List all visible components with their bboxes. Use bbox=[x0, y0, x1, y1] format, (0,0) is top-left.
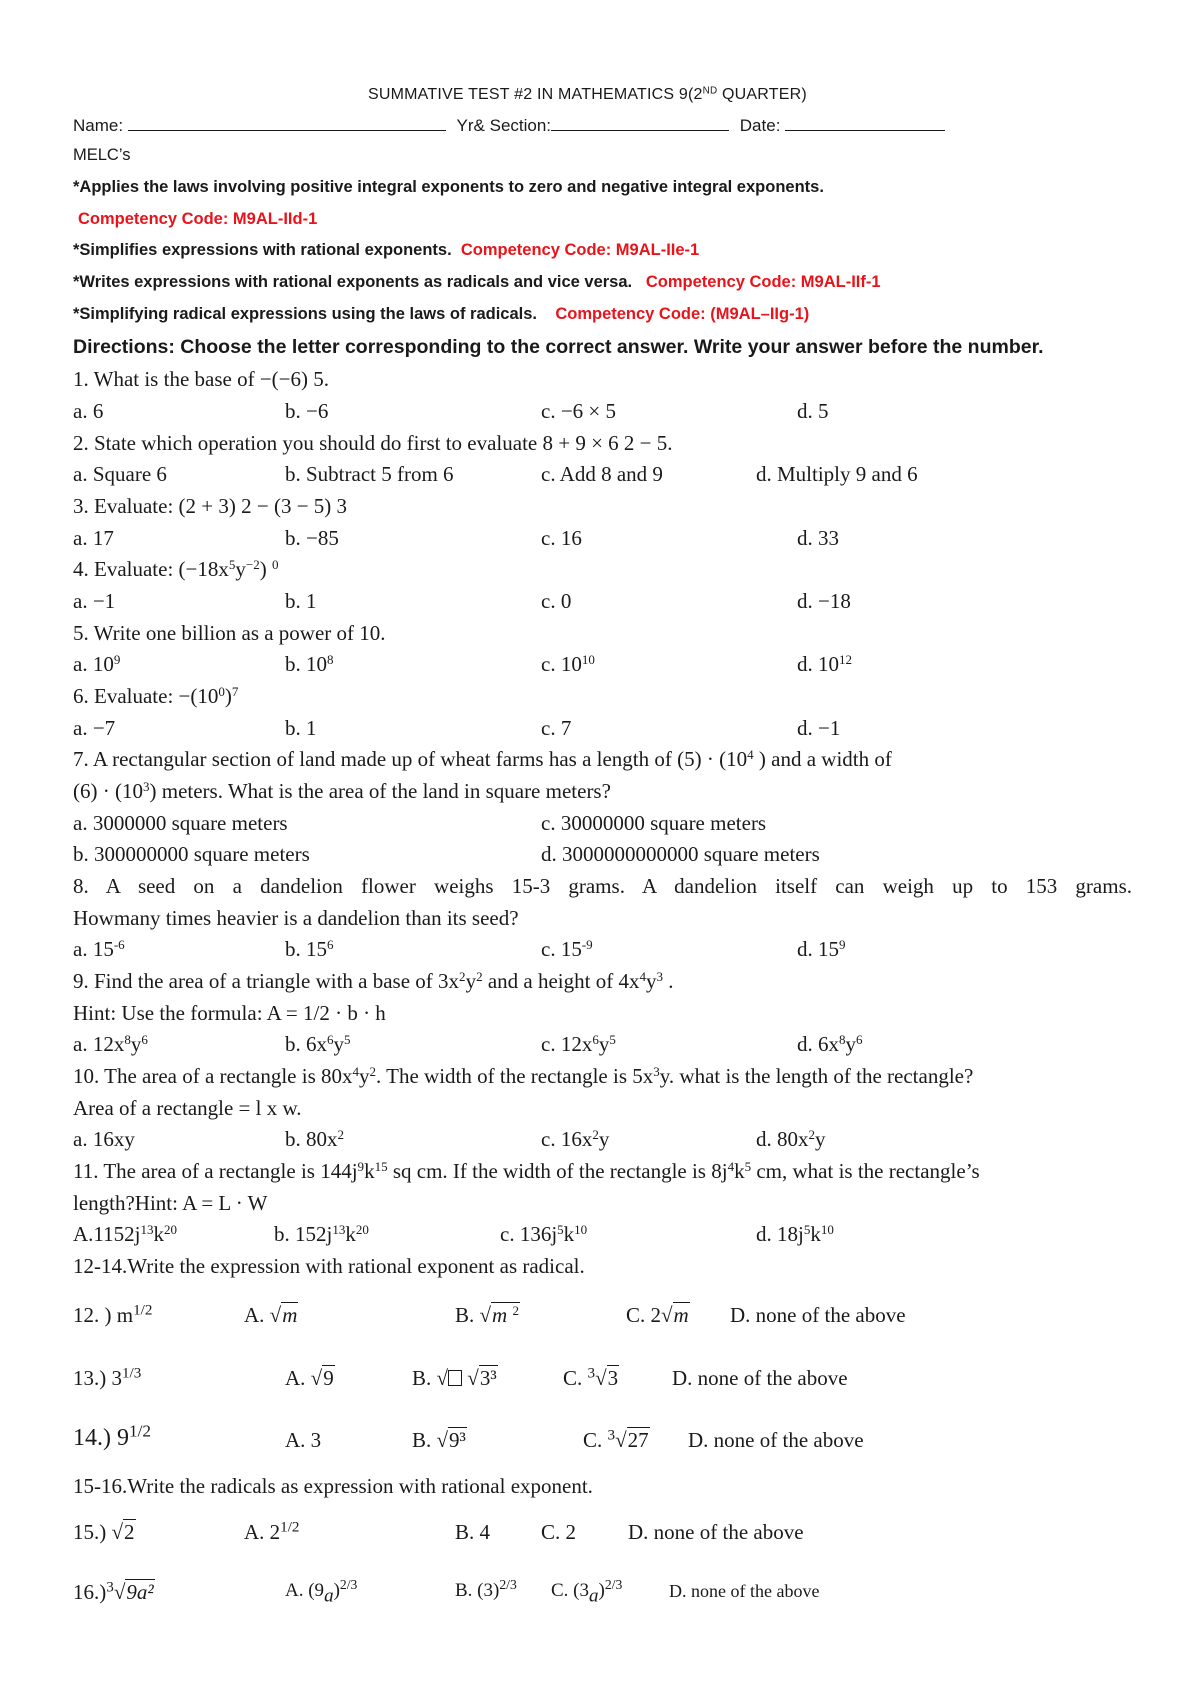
term: a. 12x bbox=[73, 1032, 125, 1056]
date-field[interactable] bbox=[785, 116, 945, 131]
title-text-end: QUARTER) bbox=[717, 86, 807, 103]
exponent: 5 bbox=[803, 1221, 811, 1237]
melc-heading: MELC’s bbox=[73, 146, 131, 164]
stem-text: ) and a width of bbox=[753, 747, 892, 771]
term: b. 80x bbox=[285, 1127, 338, 1151]
radicand: 3 bbox=[607, 1366, 619, 1390]
question-3-option-c[interactable]: c. 16 bbox=[541, 526, 582, 550]
radical-sign-icon: √ bbox=[436, 1428, 449, 1452]
base: 10 bbox=[306, 652, 327, 676]
variable: k bbox=[153, 1222, 164, 1246]
option-letter: B. bbox=[455, 1303, 475, 1327]
question-11-option-d[interactable] bbox=[756, 1222, 834, 1247]
question-3-option-d[interactable]: d. 33 bbox=[797, 526, 839, 550]
question-3-option-b[interactable]: b. −85 bbox=[285, 526, 339, 550]
exponent: 3 bbox=[656, 968, 663, 984]
question-4-stem bbox=[73, 557, 279, 582]
exponent: 2 bbox=[592, 1126, 599, 1142]
question-14-option-c[interactable] bbox=[583, 1428, 650, 1453]
exponent: 4 bbox=[639, 968, 646, 984]
term: b. 6x bbox=[285, 1032, 327, 1056]
exponent: -6 bbox=[113, 936, 125, 952]
base: 10 bbox=[92, 652, 114, 676]
variable: k bbox=[563, 1222, 575, 1246]
melc-code-2: Competency Code: M9AL-IIe-1 bbox=[460, 241, 700, 259]
question-10-formula: Area of a rectangle = l x w. bbox=[73, 1096, 302, 1120]
option-letter: A. bbox=[244, 1303, 265, 1327]
question-5-option-b[interactable] bbox=[285, 652, 334, 677]
stem-text: (6) · (10 bbox=[73, 779, 143, 803]
base: 10 bbox=[560, 652, 582, 676]
question-8-option-d[interactable] bbox=[797, 937, 846, 962]
title-text: SUMMATIVE TEST #2 IN MATHEMATICS 9(2 bbox=[368, 86, 703, 103]
melc-code-1: Competency Code: M9AL-IId-1 bbox=[78, 210, 318, 228]
variable: y bbox=[645, 969, 657, 993]
variable: k bbox=[345, 1222, 356, 1246]
question-10-option-d[interactable] bbox=[756, 1127, 826, 1152]
question-11-stem bbox=[73, 1159, 980, 1184]
item-number: 12. ) m bbox=[73, 1303, 134, 1327]
term: d. 80x bbox=[756, 1127, 809, 1151]
rational-exponent: 2/3 bbox=[604, 1577, 623, 1593]
variable: y bbox=[598, 1032, 610, 1056]
question-8-stem-line-2: Howmany times heavier is a dandelion than its seed? bbox=[73, 906, 519, 930]
directions: Directions: Choose the letter corresponding to the correct answer. Write your answer before the number. bbox=[73, 336, 1044, 358]
name-label: Name: bbox=[73, 116, 124, 135]
exponent: 6 bbox=[327, 936, 334, 952]
exponent: 8 bbox=[124, 1031, 131, 1047]
term: c. 16x bbox=[541, 1127, 593, 1151]
question-8-option-b[interactable] bbox=[285, 937, 334, 962]
exponent: 6 bbox=[327, 1031, 334, 1047]
variable: k bbox=[810, 1222, 821, 1246]
exponent: 6 bbox=[592, 1031, 599, 1047]
stem-text: y. what is the length of the rectangle? bbox=[659, 1064, 974, 1088]
stem-text: 10. The area of a rectangle is 80x bbox=[73, 1064, 353, 1088]
variable: y bbox=[130, 1032, 142, 1056]
exponent: 10 bbox=[820, 1221, 834, 1237]
question-10-option-c[interactable] bbox=[541, 1127, 609, 1152]
instruction-15-16: 15-16.Write the radicals as expression with rational exponent. bbox=[73, 1474, 593, 1498]
exponent: 2 bbox=[808, 1126, 816, 1142]
variable: y bbox=[845, 1032, 857, 1056]
radical-sign-icon: √ bbox=[269, 1303, 282, 1327]
base: 10 bbox=[818, 652, 839, 676]
option-letter: d. bbox=[797, 652, 818, 676]
stem-text: 7. A rectangular section of land made up of wheat farms has a length of (5) · (10 bbox=[73, 747, 748, 771]
base: 15 bbox=[560, 937, 582, 961]
variable: k bbox=[734, 1159, 745, 1183]
question-9-stem bbox=[73, 969, 673, 994]
exponent: 2 bbox=[476, 968, 483, 984]
question-1-option-b[interactable]: b. −6 bbox=[285, 399, 329, 423]
root-index: 3 bbox=[587, 1365, 596, 1382]
question-2-option-b[interactable]: b. Subtract 5 from 6 bbox=[285, 462, 454, 486]
variable: k bbox=[364, 1159, 375, 1183]
question-15-option-d[interactable]: D. none of the above bbox=[628, 1520, 804, 1544]
question-1-stem: 1. What is the base of −(−6) 5. bbox=[73, 367, 329, 391]
question-6-option-b[interactable]: b. 1 bbox=[285, 716, 317, 740]
term: d. 6x bbox=[797, 1032, 839, 1056]
question-2-option-a[interactable]: a. Square 6 bbox=[73, 462, 167, 486]
exponent: 9 bbox=[113, 651, 121, 667]
exponent: 0 bbox=[218, 683, 225, 699]
melc-item-2-text: *Simplifies expressions with rational exponents. bbox=[73, 241, 452, 259]
question-14-option-b[interactable] bbox=[412, 1428, 467, 1453]
variable: m bbox=[492, 1303, 508, 1327]
exponent: 10 bbox=[581, 651, 595, 667]
section-field[interactable] bbox=[551, 116, 729, 131]
base: 15 bbox=[306, 937, 327, 961]
exponent: 4 bbox=[352, 1063, 360, 1079]
melc-item-4-text: *Simplifying radical expressions using the laws of radicals. bbox=[73, 305, 537, 323]
option-letter: B. bbox=[412, 1366, 432, 1390]
question-4-option-c[interactable]: c. 0 bbox=[541, 589, 572, 613]
exponent: 13 bbox=[332, 1221, 346, 1237]
paren: ) bbox=[259, 557, 273, 581]
radical-sign-icon: √ bbox=[661, 1303, 673, 1327]
placeholder-box-icon bbox=[448, 1370, 462, 1386]
variable: y bbox=[333, 1032, 345, 1056]
question-16-option-c[interactable] bbox=[551, 1577, 623, 1608]
radicand: 3³ bbox=[479, 1366, 497, 1390]
question-2-option-d[interactable]: d. Multiply 9 and 6 bbox=[756, 462, 918, 486]
radical-sign-icon: √ bbox=[310, 1366, 323, 1390]
variable: a bbox=[324, 1585, 334, 1607]
rational-exponent: 1/3 bbox=[122, 1365, 142, 1382]
radical-sign-icon: √ bbox=[595, 1366, 607, 1390]
question-5-option-a[interactable] bbox=[73, 652, 120, 677]
option-letter: c. bbox=[541, 937, 561, 961]
option-text: B. (3) bbox=[455, 1580, 500, 1601]
question-7-option-c[interactable]: c. 30000000 square meters bbox=[541, 811, 767, 835]
question-14-option-d[interactable]: D. none of the above bbox=[688, 1428, 864, 1452]
question-5-stem: 5. Write one billion as a power of 10. bbox=[73, 621, 386, 645]
radical-sign-icon: √ bbox=[615, 1428, 627, 1452]
option-text: C. (3 bbox=[551, 1580, 589, 1601]
stem-text: cm, what is the rectangle’s bbox=[751, 1159, 980, 1183]
exponent: 8 bbox=[327, 651, 334, 667]
exponent: -9 bbox=[581, 936, 593, 952]
radical-sign-icon: √ bbox=[113, 1580, 126, 1604]
exponent: 13 bbox=[140, 1221, 154, 1237]
question-4-option-d[interactable]: d. −18 bbox=[797, 589, 851, 613]
question-10-option-a[interactable]: a. 16xy bbox=[73, 1127, 135, 1151]
question-4-option-a[interactable]: a. −1 bbox=[73, 589, 116, 613]
stem-text: sq cm. If the width of the rectangle is 8j bbox=[387, 1159, 728, 1183]
item-number: 16.) bbox=[73, 1580, 107, 1604]
stem-text: ) meters. What is the area of the land in square meters? bbox=[149, 779, 611, 803]
root-index: 3 bbox=[607, 1427, 616, 1444]
exponent: 10 bbox=[574, 1221, 588, 1237]
question-16-option-a[interactable] bbox=[285, 1577, 358, 1608]
question-7-stem-line-1 bbox=[73, 747, 892, 772]
stem-text: . The width of the rectangle is 5x bbox=[376, 1064, 654, 1088]
exponent: 12 bbox=[839, 651, 853, 667]
question-7-stem-line-2 bbox=[73, 779, 611, 804]
paren: ) bbox=[224, 684, 232, 708]
question-6-stem-text: 6. Evaluate: −(10 bbox=[73, 684, 219, 708]
question-4-option-b[interactable]: b. 1 bbox=[285, 589, 317, 613]
term: A.1152j bbox=[73, 1222, 141, 1246]
radical-sign-icon: √ bbox=[467, 1366, 479, 1390]
question-13-option-c[interactable] bbox=[563, 1366, 619, 1391]
question-7-option-b[interactable]: b. 300000000 square meters bbox=[73, 842, 310, 866]
variable: y bbox=[359, 1064, 370, 1088]
rational-exponent: 1/2 bbox=[129, 1421, 152, 1441]
option-text: A. 2 bbox=[244, 1520, 281, 1544]
exponent: 20 bbox=[355, 1221, 369, 1237]
option-letter: C. bbox=[563, 1366, 583, 1390]
exponent: 3 bbox=[142, 778, 150, 794]
option-letter: a. bbox=[73, 937, 93, 961]
question-3-stem: 3. Evaluate: (2 + 3) 2 − (3 − 5) 3 bbox=[73, 494, 348, 518]
radicand: 9 bbox=[323, 1366, 334, 1390]
exponent: 5 bbox=[228, 556, 236, 572]
question-9-option-a[interactable] bbox=[73, 1032, 148, 1057]
question-12-item bbox=[73, 1303, 152, 1328]
paren: ) bbox=[333, 1580, 340, 1601]
melc-item-3-text: *Writes expressions with rational exponents as radicals and vice versa. bbox=[73, 273, 633, 291]
question-3-option-a[interactable]: a. 17 bbox=[73, 526, 114, 550]
question-15-option-a[interactable] bbox=[244, 1520, 299, 1545]
item-number: 15.) bbox=[73, 1520, 107, 1544]
melc-item-1: *Applies the laws involving positive integral exponents to zero and negative integral exponents. bbox=[73, 178, 824, 196]
exponent: 3 bbox=[653, 1063, 660, 1079]
exponent: 15 bbox=[374, 1158, 388, 1174]
radicand: 2 bbox=[124, 1520, 135, 1544]
name-field[interactable] bbox=[128, 116, 446, 131]
rational-exponent: 1/2 bbox=[133, 1302, 153, 1319]
variable: y bbox=[815, 1127, 826, 1151]
exponent: 2 bbox=[337, 1126, 345, 1142]
base: 15 bbox=[818, 937, 839, 961]
question-15-item bbox=[73, 1520, 136, 1545]
stem-text: 11. The area of a rectangle is 144j bbox=[73, 1159, 358, 1183]
radical-sign-icon: √ bbox=[479, 1303, 492, 1327]
instruction-12-14: 12-14.Write the expression with rational exponent as radical. bbox=[73, 1254, 585, 1278]
exponent: 2 bbox=[512, 1302, 519, 1318]
question-8-option-c[interactable] bbox=[541, 937, 593, 962]
question-12-option-a[interactable] bbox=[244, 1303, 298, 1328]
exponent: 5 bbox=[557, 1221, 564, 1237]
question-15-option-b[interactable]: B. 4 bbox=[455, 1520, 491, 1544]
question-16-option-b[interactable] bbox=[455, 1577, 517, 1602]
question-2-stem: 2. State which operation you should do first to evaluate 8 + 9 × 6 2 − 5. bbox=[73, 431, 673, 455]
stem-text: and a height of 4x bbox=[482, 969, 640, 993]
question-6-stem bbox=[73, 684, 238, 709]
question-7-option-d[interactable]: d. 3000000000000 square meters bbox=[541, 842, 820, 866]
exponent: 9 bbox=[839, 936, 846, 952]
radicand: 9a² bbox=[126, 1580, 154, 1604]
option-letter: c. bbox=[541, 652, 561, 676]
melc-code-3: Competency Code: M9AL-IIf-1 bbox=[645, 273, 881, 291]
option-letter: C. bbox=[583, 1428, 603, 1452]
question-1-option-d[interactable]: d. 5 bbox=[797, 399, 829, 423]
radicand: m bbox=[282, 1303, 298, 1327]
melc-item-3 bbox=[73, 273, 881, 292]
exponent: −2 bbox=[245, 556, 260, 572]
exponent: 4 bbox=[747, 746, 754, 762]
option-letter: b. bbox=[285, 937, 306, 961]
question-11-option-b[interactable] bbox=[274, 1222, 369, 1247]
melc-item-4 bbox=[73, 305, 809, 324]
question-16-option-d[interactable]: D. none of the above bbox=[669, 1581, 820, 1601]
page-title bbox=[368, 86, 807, 104]
exponent: 5 bbox=[609, 1031, 616, 1047]
exponent: 7 bbox=[231, 683, 239, 699]
rational-exponent: 2/3 bbox=[499, 1577, 517, 1593]
question-13-option-a[interactable] bbox=[285, 1366, 335, 1391]
option-letter: d. bbox=[797, 937, 818, 961]
question-11-hint: length?Hint: A = L · W bbox=[73, 1191, 268, 1215]
radicand: 27 bbox=[627, 1428, 649, 1452]
exponent: 5 bbox=[344, 1031, 351, 1047]
base: 15 bbox=[92, 937, 114, 961]
question-5-option-c[interactable] bbox=[541, 652, 595, 677]
exponent: 8 bbox=[839, 1031, 846, 1047]
term: d. 18j bbox=[756, 1222, 804, 1246]
rational-exponent: 1/2 bbox=[280, 1519, 300, 1536]
stem-text: . bbox=[662, 969, 674, 993]
radical-sign-icon: √ bbox=[111, 1520, 124, 1544]
exponent: 9 bbox=[357, 1158, 365, 1174]
stem-text: 9. Find the area of a triangle with a base of 3x bbox=[73, 969, 460, 993]
option-letter: a. bbox=[73, 652, 93, 676]
question-8-option-a[interactable] bbox=[73, 937, 125, 962]
exponent: 2 bbox=[369, 1063, 377, 1079]
radicand: 9³ bbox=[449, 1428, 466, 1452]
question-9-option-b[interactable] bbox=[285, 1032, 351, 1057]
radicand bbox=[491, 1302, 520, 1327]
exponent: 0 bbox=[272, 556, 279, 572]
option-letter: C. 2 bbox=[626, 1303, 662, 1327]
question-7-option-a[interactable]: a. 3000000 square meters bbox=[73, 811, 288, 835]
melc-code-4: Competency Code: (M9AL–IIg-1) bbox=[555, 305, 810, 323]
title-superscript: ND bbox=[702, 85, 718, 97]
melc-item-2 bbox=[73, 241, 699, 260]
question-13-option-b[interactable] bbox=[412, 1366, 498, 1391]
question-9-option-c[interactable] bbox=[541, 1032, 616, 1057]
variable: y bbox=[235, 557, 246, 581]
radical-sign-icon: √ bbox=[436, 1366, 449, 1390]
paren: ) bbox=[598, 1580, 605, 1601]
question-12-option-d[interactable]: D. none of the above bbox=[730, 1303, 906, 1327]
item-number: 13.) 3 bbox=[73, 1366, 122, 1390]
variable: y bbox=[598, 1127, 610, 1151]
exponent: 6 bbox=[856, 1031, 863, 1047]
option-letter: A. bbox=[285, 1366, 306, 1390]
question-10-option-b[interactable] bbox=[285, 1127, 344, 1152]
question-13-item bbox=[73, 1366, 141, 1391]
question-9-option-d[interactable] bbox=[797, 1032, 863, 1057]
question-4-stem-text: 4. Evaluate: (−18x bbox=[73, 557, 229, 581]
variable: a bbox=[589, 1585, 599, 1607]
term: b. 152j bbox=[274, 1222, 333, 1246]
option-letter: b. bbox=[285, 652, 306, 676]
rational-exponent: 2/3 bbox=[339, 1577, 358, 1593]
exponent: 6 bbox=[141, 1031, 148, 1047]
item-number: 14.) 9 bbox=[73, 1425, 129, 1451]
exponent: 20 bbox=[164, 1221, 178, 1237]
question-6-option-d[interactable]: d. −1 bbox=[797, 716, 841, 740]
question-11-option-a[interactable] bbox=[73, 1222, 177, 1247]
question-15-option-c[interactable]: C. 2 bbox=[541, 1520, 577, 1544]
question-6-option-a[interactable]: a. −7 bbox=[73, 716, 116, 740]
name-row bbox=[73, 116, 945, 136]
question-12-option-c[interactable] bbox=[626, 1303, 690, 1328]
date-label: Date: bbox=[739, 116, 781, 135]
term: c. 136j bbox=[500, 1222, 558, 1246]
question-9-hint: Hint: Use the formula: A = 1/2 · b · h bbox=[73, 1001, 386, 1025]
question-10-stem bbox=[73, 1064, 973, 1089]
question-5-option-d[interactable] bbox=[797, 652, 852, 677]
question-12-option-b[interactable] bbox=[455, 1303, 520, 1328]
exponent: 5 bbox=[744, 1158, 752, 1174]
question-2-option-c[interactable]: c. Add 8 and 9 bbox=[541, 462, 663, 486]
question-14-item bbox=[73, 1421, 152, 1452]
exponent: 2 bbox=[459, 968, 466, 984]
option-text: A. (9 bbox=[285, 1580, 325, 1601]
exponent: 4 bbox=[727, 1158, 735, 1174]
question-8-stem-line-1: 8. A seed on a dandelion flower weighs 15-3 grams. A dandelion itself can weigh up to 153 grams. bbox=[73, 874, 1132, 898]
section-label: Yr& Section: bbox=[456, 116, 552, 135]
question-6-option-c[interactable]: c. 7 bbox=[541, 716, 572, 740]
question-1-option-c[interactable]: c. −6 × 5 bbox=[541, 399, 617, 423]
question-1-option-a[interactable]: a. 6 bbox=[73, 399, 104, 423]
option-letter: B. bbox=[412, 1428, 432, 1452]
question-11-option-c[interactable] bbox=[500, 1222, 587, 1247]
variable: y bbox=[465, 969, 477, 993]
radicand: m bbox=[673, 1303, 689, 1327]
term: c. 12x bbox=[541, 1032, 593, 1056]
question-14-option-a[interactable]: A. 3 bbox=[285, 1428, 322, 1452]
question-16-item bbox=[73, 1580, 155, 1605]
question-13-option-d[interactable]: D. none of the above bbox=[672, 1366, 848, 1390]
root-index: 3 bbox=[106, 1579, 114, 1596]
